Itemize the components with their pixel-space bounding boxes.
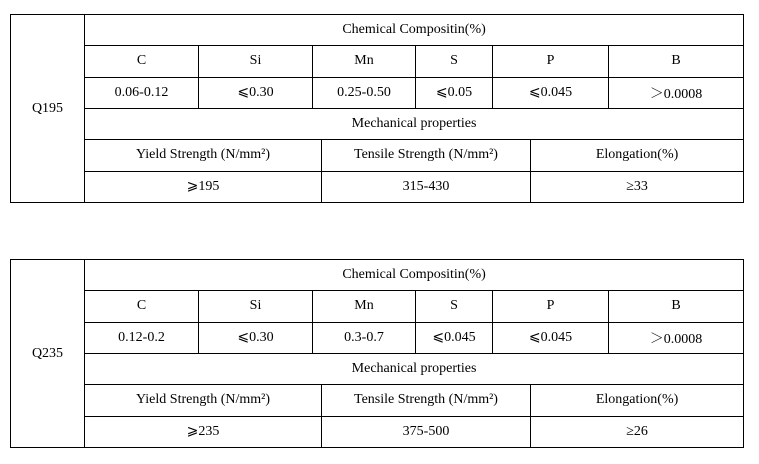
mechanical-properties-header: Mechanical properties <box>85 108 744 139</box>
elongation-label: Elongation(%) <box>531 140 744 171</box>
element-si-header: Si <box>199 291 313 322</box>
element-p-header: P <box>493 46 609 77</box>
steel-grade-table-q235 <box>10 259 744 448</box>
composition-p-value: ⩽0.045 <box>493 77 609 108</box>
element-si-header: Si <box>199 46 313 77</box>
element-mn-header: Mn <box>313 291 416 322</box>
steel-grade-table-q195 <box>10 14 744 203</box>
element-b-header: B <box>609 291 744 322</box>
composition-c-value: 0.06-0.12 <box>85 77 199 108</box>
yield-strength-value: ⩾195 <box>85 171 322 202</box>
composition-c-value: 0.12-0.2 <box>85 322 199 353</box>
composition-b-value: ＞0.0008 <box>609 77 744 108</box>
elongation-value: ≥33 <box>531 171 744 202</box>
element-c-header: C <box>85 291 199 322</box>
tensile-strength-value: 315-430 <box>322 171 531 202</box>
element-c-header: C <box>85 46 199 77</box>
tensile-strength-label: Tensile Strength (N/mm²) <box>322 385 531 416</box>
tensile-strength-value: 375-500 <box>322 416 531 447</box>
element-mn-header: Mn <box>313 46 416 77</box>
composition-s-value: ⩽0.05 <box>416 77 493 108</box>
composition-si-value: ⩽0.30 <box>199 77 313 108</box>
composition-s-value: ⩽0.045 <box>416 322 493 353</box>
elongation-value: ≥26 <box>531 416 744 447</box>
grade-label: Q195 <box>11 15 85 203</box>
elongation-label: Elongation(%) <box>531 385 744 416</box>
grade-label: Q235 <box>11 260 85 448</box>
yield-strength-label: Yield Strength (N/mm²) <box>85 140 322 171</box>
composition-b-value: ＞0.0008 <box>609 322 744 353</box>
element-b-header: B <box>609 46 744 77</box>
composition-mn-value: 0.25-0.50 <box>313 77 416 108</box>
yield-strength-value: ⩾235 <box>85 416 322 447</box>
composition-si-value: ⩽0.30 <box>199 322 313 353</box>
yield-strength-label: Yield Strength (N/mm²) <box>85 385 322 416</box>
element-s-header: S <box>416 291 493 322</box>
element-p-header: P <box>493 291 609 322</box>
mechanical-properties-header: Mechanical properties <box>85 353 744 384</box>
chemical-composition-header: Chemical Compositin(%) <box>85 260 744 291</box>
element-s-header: S <box>416 46 493 77</box>
tensile-strength-label: Tensile Strength (N/mm²) <box>322 140 531 171</box>
composition-p-value: ⩽0.045 <box>493 322 609 353</box>
composition-mn-value: 0.3-0.7 <box>313 322 416 353</box>
chemical-composition-header: Chemical Compositin(%) <box>85 15 744 46</box>
